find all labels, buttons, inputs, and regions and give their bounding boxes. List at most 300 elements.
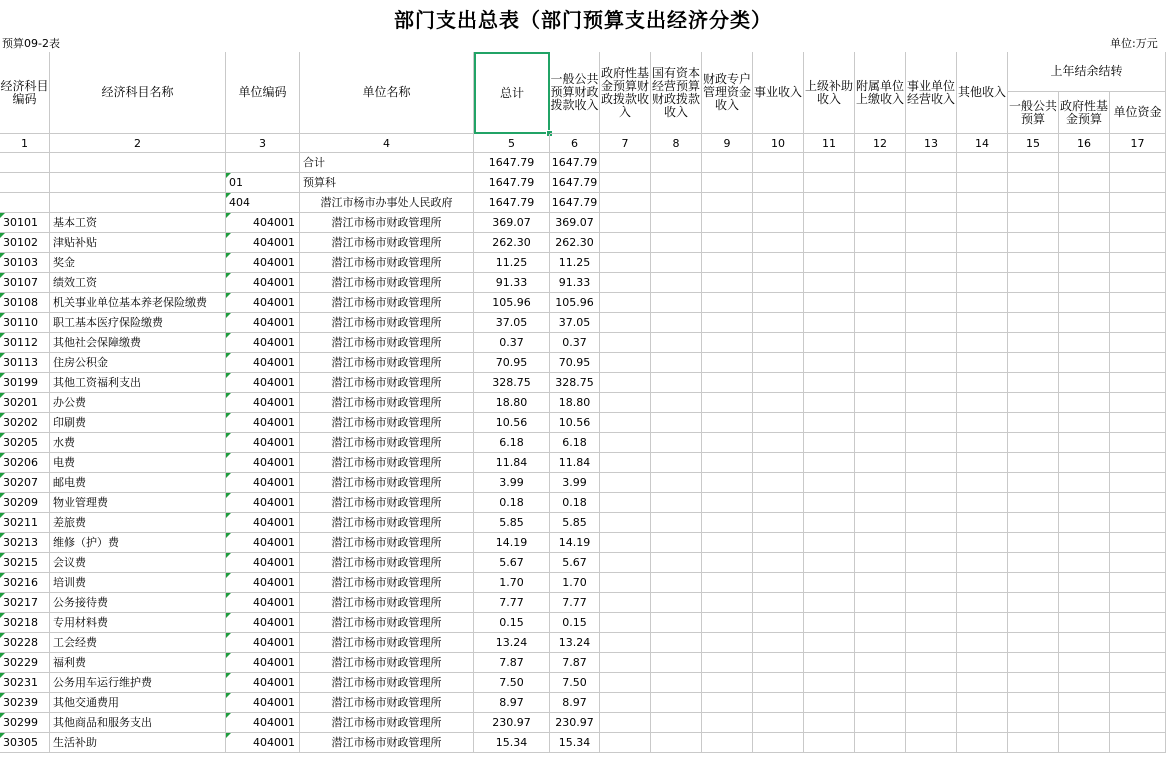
cell-empty-col16[interactable] [1059,433,1110,453]
cell-empty-col13[interactable] [906,593,957,613]
cell-empty-col17[interactable] [1110,553,1166,573]
cell-empty-col13[interactable] [906,333,957,353]
cell-general-budget[interactable]: 0.37 [550,333,600,353]
cell-empty-col17[interactable] [1110,413,1166,433]
cell-code[interactable]: 30231 [0,673,50,693]
cell-empty-col16[interactable] [1059,613,1110,633]
cell-empty-col16[interactable] [1059,153,1110,173]
cell-empty-col8[interactable] [651,473,702,493]
cell-empty-col11[interactable] [804,673,855,693]
cell-empty-col8[interactable] [651,653,702,673]
cell-empty-col9[interactable] [702,533,753,553]
cell-empty-col16[interactable] [1059,513,1110,533]
header-c1[interactable]: 经济科目编码 [0,52,50,134]
cell-empty-col16[interactable] [1059,593,1110,613]
cell-empty-col8[interactable] [651,293,702,313]
cell-empty-col10[interactable] [753,393,804,413]
cell-empty-col9[interactable] [702,433,753,453]
cell-unit-code[interactable]: 404001 [226,653,300,673]
cell-empty-col10[interactable] [753,293,804,313]
cell-empty-col11[interactable] [804,693,855,713]
cell-unit-code[interactable]: 404001 [226,673,300,693]
cell-empty-col10[interactable] [753,553,804,573]
cell-empty-col16[interactable] [1059,233,1110,253]
cell-empty-col16[interactable] [1059,253,1110,273]
cell-empty-col16[interactable] [1059,493,1110,513]
cell-unit-code[interactable]: 404001 [226,433,300,453]
cell-empty-col14[interactable] [957,433,1008,453]
cell-empty-col13[interactable] [906,633,957,653]
cell-empty-col15[interactable] [1008,573,1059,593]
cell-total[interactable]: 5.67 [474,553,550,573]
cell-empty-col16[interactable] [1059,393,1110,413]
cell-empty-col8[interactable] [651,373,702,393]
cell-total[interactable]: 0.37 [474,333,550,353]
cell-empty-col7[interactable] [600,233,651,253]
cell-empty-col8[interactable] [651,433,702,453]
cell-empty-col14[interactable] [957,373,1008,393]
header-c12[interactable]: 附属单位上缴收入 [855,52,906,134]
cell-code[interactable]: 30110 [0,313,50,333]
cell-unit-code[interactable] [226,153,300,173]
cell-empty-col15[interactable] [1008,233,1059,253]
cell-empty-col17[interactable] [1110,293,1166,313]
cell-empty-col16[interactable] [1059,353,1110,373]
cell-empty-col16[interactable] [1059,573,1110,593]
cell-empty-col12[interactable] [855,453,906,473]
cell-empty-col15[interactable] [1008,213,1059,233]
cell-empty-col11[interactable] [804,533,855,553]
cell-code[interactable]: 30108 [0,293,50,313]
cell-item-name[interactable]: 公务接待费 [50,593,226,613]
header-c4[interactable]: 单位名称 [300,52,474,134]
cell-unit-code[interactable]: 404001 [226,513,300,533]
cell-empty-col8[interactable] [651,733,702,753]
cell-general-budget[interactable]: 262.30 [550,233,600,253]
cell-empty-col15[interactable] [1008,673,1059,693]
cell-empty-col9[interactable] [702,673,753,693]
cell-empty-col14[interactable] [957,533,1008,553]
cell-empty-col13[interactable] [906,713,957,733]
cell-empty-col10[interactable] [753,533,804,553]
cell-empty-col12[interactable] [855,653,906,673]
cell-empty-col15[interactable] [1008,433,1059,453]
cell-unit-code[interactable]: 404001 [226,413,300,433]
cell-empty-col16[interactable] [1059,733,1110,753]
cell-general-budget[interactable]: 1647.79 [550,173,600,193]
cell-empty-col12[interactable] [855,553,906,573]
cell-empty-col15[interactable] [1008,653,1059,673]
cell-total[interactable]: 70.95 [474,353,550,373]
cell-empty-col10[interactable] [753,173,804,193]
cell-empty-col7[interactable] [600,193,651,213]
cell-empty-col15[interactable] [1008,513,1059,533]
cell-total[interactable]: 0.18 [474,493,550,513]
cell-code[interactable]: 30205 [0,433,50,453]
cell-unit-code[interactable]: 404001 [226,693,300,713]
cell-unit-name[interactable]: 潜江市杨市财政管理所 [300,513,474,533]
cell-empty-col11[interactable] [804,473,855,493]
cell-total[interactable]: 230.97 [474,713,550,733]
cell-code[interactable]: 30239 [0,693,50,713]
cell-empty-col7[interactable] [600,293,651,313]
cell-code[interactable]: 30102 [0,233,50,253]
cell-total[interactable]: 15.34 [474,733,550,753]
cell-general-budget[interactable]: 328.75 [550,373,600,393]
cell-empty-col14[interactable] [957,673,1008,693]
cell-empty-col12[interactable] [855,373,906,393]
cell-empty-col13[interactable] [906,553,957,573]
cell-unit-code[interactable]: 404001 [226,553,300,573]
cell-empty-col9[interactable] [702,693,753,713]
cell-empty-col12[interactable] [855,313,906,333]
cell-empty-col12[interactable] [855,513,906,533]
cell-empty-col10[interactable] [753,353,804,373]
cell-empty-col10[interactable] [753,153,804,173]
cell-empty-col13[interactable] [906,613,957,633]
cell-code[interactable]: 30202 [0,413,50,433]
cell-empty-col15[interactable] [1008,413,1059,433]
cell-item-name[interactable] [50,173,226,193]
cell-empty-col12[interactable] [855,733,906,753]
cell-empty-col12[interactable] [855,493,906,513]
cell-empty-col15[interactable] [1008,453,1059,473]
column-number-12[interactable]: 12 [855,134,906,153]
column-number-8[interactable]: 8 [651,134,702,153]
cell-empty-col9[interactable] [702,353,753,373]
cell-total[interactable]: 18.80 [474,393,550,413]
cell-empty-col7[interactable] [600,733,651,753]
cell-empty-col17[interactable] [1110,453,1166,473]
cell-empty-col15[interactable] [1008,553,1059,573]
cell-item-name[interactable]: 绩效工资 [50,273,226,293]
cell-empty-col7[interactable] [600,553,651,573]
cell-empty-col17[interactable] [1110,313,1166,333]
cell-empty-col8[interactable] [651,313,702,333]
cell-empty-col9[interactable] [702,173,753,193]
cell-empty-col10[interactable] [753,473,804,493]
cell-total[interactable]: 37.05 [474,313,550,333]
cell-empty-col13[interactable] [906,693,957,713]
cell-unit-name[interactable]: 潜江市杨市财政管理所 [300,213,474,233]
cell-empty-col14[interactable] [957,213,1008,233]
cell-empty-col8[interactable] [651,453,702,473]
cell-item-name[interactable] [50,193,226,213]
cell-empty-col15[interactable] [1008,333,1059,353]
cell-unit-name[interactable]: 潜江市杨市财政管理所 [300,733,474,753]
cell-empty-col13[interactable] [906,393,957,413]
header-c14[interactable]: 其他收入 [957,52,1008,134]
cell-item-name[interactable]: 邮电费 [50,473,226,493]
cell-empty-col8[interactable] [651,413,702,433]
cell-code[interactable]: 30101 [0,213,50,233]
cell-empty-col12[interactable] [855,713,906,733]
cell-empty-col9[interactable] [702,153,753,173]
cell-empty-col13[interactable] [906,313,957,333]
cell-unit-name[interactable]: 潜江市杨市财政管理所 [300,353,474,373]
cell-unit-code[interactable]: 404001 [226,593,300,613]
cell-empty-col16[interactable] [1059,453,1110,473]
cell-unit-name[interactable]: 潜江市杨市财政管理所 [300,613,474,633]
cell-code[interactable] [0,173,50,193]
cell-empty-col16[interactable] [1059,173,1110,193]
cell-unit-name[interactable]: 潜江市杨市财政管理所 [300,693,474,713]
header-c10[interactable]: 事业收入 [753,52,804,134]
cell-empty-col11[interactable] [804,553,855,573]
cell-empty-col10[interactable] [753,253,804,273]
cell-empty-col8[interactable] [651,593,702,613]
cell-empty-col7[interactable] [600,353,651,373]
cell-unit-name[interactable]: 潜江市杨市财政管理所 [300,473,474,493]
cell-unit-name[interactable]: 潜江市杨市财政管理所 [300,493,474,513]
cell-empty-col11[interactable] [804,353,855,373]
cell-total[interactable]: 91.33 [474,273,550,293]
cell-empty-col9[interactable] [702,733,753,753]
column-number-4[interactable]: 4 [300,134,474,153]
cell-total[interactable]: 0.15 [474,613,550,633]
cell-total[interactable]: 10.56 [474,413,550,433]
cell-empty-col17[interactable] [1110,173,1166,193]
column-number-3[interactable]: 3 [226,134,300,153]
cell-empty-col16[interactable] [1059,533,1110,553]
cell-item-name[interactable]: 其他社会保障缴费 [50,333,226,353]
cell-unit-name[interactable]: 潜江市杨市财政管理所 [300,573,474,593]
cell-empty-col7[interactable] [600,373,651,393]
cell-unit-code[interactable]: 404 [226,193,300,213]
cell-item-name[interactable]: 职工基本医疗保险缴费 [50,313,226,333]
cell-empty-col14[interactable] [957,393,1008,413]
cell-empty-col14[interactable] [957,333,1008,353]
cell-empty-col17[interactable] [1110,633,1166,653]
cell-empty-col7[interactable] [600,613,651,633]
cell-unit-name[interactable]: 潜江市杨市财政管理所 [300,373,474,393]
cell-code[interactable]: 30107 [0,273,50,293]
cell-empty-col15[interactable] [1008,693,1059,713]
cell-empty-col14[interactable] [957,413,1008,433]
cell-empty-col10[interactable] [753,273,804,293]
header-c11[interactable]: 上级补助收入 [804,52,855,134]
cell-empty-col11[interactable] [804,433,855,453]
cell-code[interactable]: 30228 [0,633,50,653]
cell-total[interactable]: 11.84 [474,453,550,473]
cell-item-name[interactable] [50,153,226,173]
cell-item-name[interactable]: 其他商品和服务支出 [50,713,226,733]
cell-item-name[interactable]: 维修（护）费 [50,533,226,553]
cell-empty-col16[interactable] [1059,673,1110,693]
cell-empty-col8[interactable] [651,713,702,733]
cell-empty-col11[interactable] [804,233,855,253]
cell-empty-col16[interactable] [1059,313,1110,333]
cell-empty-col8[interactable] [651,153,702,173]
cell-general-budget[interactable]: 37.05 [550,313,600,333]
column-number-11[interactable]: 11 [804,134,855,153]
cell-empty-col15[interactable] [1008,593,1059,613]
cell-general-budget[interactable]: 11.84 [550,453,600,473]
cell-empty-col8[interactable] [651,193,702,213]
cell-empty-col15[interactable] [1008,493,1059,513]
cell-general-budget[interactable]: 70.95 [550,353,600,373]
cell-total[interactable]: 1647.79 [474,173,550,193]
cell-code[interactable]: 30213 [0,533,50,553]
cell-empty-col9[interactable] [702,453,753,473]
cell-general-budget[interactable]: 5.85 [550,513,600,533]
cell-empty-col15[interactable] [1008,533,1059,553]
cell-unit-code[interactable]: 404001 [226,393,300,413]
cell-empty-col16[interactable] [1059,473,1110,493]
cell-empty-col13[interactable] [906,433,957,453]
cell-empty-col11[interactable] [804,253,855,273]
cell-item-name[interactable]: 津贴补贴 [50,233,226,253]
cell-empty-col17[interactable] [1110,373,1166,393]
cell-unit-name[interactable]: 潜江市杨市财政管理所 [300,553,474,573]
cell-item-name[interactable]: 其他工资福利支出 [50,373,226,393]
cell-empty-col15[interactable] [1008,613,1059,633]
cell-item-name[interactable]: 基本工资 [50,213,226,233]
cell-empty-col8[interactable] [651,333,702,353]
cell-code[interactable]: 30215 [0,553,50,573]
cell-empty-col8[interactable] [651,533,702,553]
cell-empty-col9[interactable] [702,193,753,213]
cell-empty-col13[interactable] [906,293,957,313]
cell-item-name[interactable]: 水费 [50,433,226,453]
sheet-title[interactable]: 部门支出总表（部门预算支出经济分类） [394,7,772,32]
cell-empty-col13[interactable] [906,353,957,373]
cell-empty-col12[interactable] [855,233,906,253]
cell-empty-col13[interactable] [906,153,957,173]
cell-empty-col10[interactable] [753,493,804,513]
cell-empty-col16[interactable] [1059,713,1110,733]
cell-empty-col10[interactable] [753,513,804,533]
cell-empty-col12[interactable] [855,213,906,233]
cell-empty-col13[interactable] [906,653,957,673]
column-number-1[interactable]: 1 [0,134,50,153]
header-c8[interactable]: 国有资本经营预算财政拨款收入 [651,52,702,134]
cell-empty-col15[interactable] [1008,273,1059,293]
cell-empty-col15[interactable] [1008,733,1059,753]
cell-item-name[interactable]: 福利费 [50,653,226,673]
cell-code[interactable]: 30209 [0,493,50,513]
cell-empty-col11[interactable] [804,273,855,293]
cell-empty-col16[interactable] [1059,333,1110,353]
cell-empty-col15[interactable] [1008,393,1059,413]
cell-empty-col7[interactable] [600,653,651,673]
cell-total[interactable]: 1647.79 [474,153,550,173]
cell-empty-col7[interactable] [600,273,651,293]
cell-empty-col16[interactable] [1059,693,1110,713]
cell-general-budget[interactable]: 0.15 [550,613,600,633]
cell-empty-col7[interactable] [600,453,651,473]
cell-total[interactable]: 1647.79 [474,193,550,213]
header-c9[interactable]: 财政专户管理资金收入 [702,52,753,134]
cell-empty-col11[interactable] [804,713,855,733]
cell-empty-col8[interactable] [651,173,702,193]
cell-item-name[interactable]: 公务用车运行维护费 [50,673,226,693]
cell-empty-col12[interactable] [855,673,906,693]
cell-empty-col10[interactable] [753,413,804,433]
cell-empty-col9[interactable] [702,593,753,613]
cell-empty-col11[interactable] [804,213,855,233]
header-c15[interactable]: 一般公共预算 [1008,92,1059,134]
cell-empty-col7[interactable] [600,713,651,733]
cell-unit-code[interactable]: 404001 [226,613,300,633]
cell-empty-col8[interactable] [651,493,702,513]
cell-item-name[interactable]: 印刷费 [50,413,226,433]
cell-unit-name[interactable]: 预算科 [300,173,474,193]
cell-empty-col9[interactable] [702,573,753,593]
cell-empty-col11[interactable] [804,373,855,393]
cell-empty-col14[interactable] [957,193,1008,213]
cell-empty-col11[interactable] [804,573,855,593]
cell-empty-col10[interactable] [753,733,804,753]
cell-empty-col8[interactable] [651,613,702,633]
cell-empty-col16[interactable] [1059,413,1110,433]
cell-empty-col12[interactable] [855,613,906,633]
cell-empty-col14[interactable] [957,473,1008,493]
cell-total[interactable]: 7.77 [474,593,550,613]
cell-item-name[interactable]: 住房公积金 [50,353,226,373]
cell-empty-col17[interactable] [1110,353,1166,373]
cell-general-budget[interactable]: 105.96 [550,293,600,313]
cell-empty-col14[interactable] [957,353,1008,373]
cell-empty-col7[interactable] [600,513,651,533]
cell-empty-col11[interactable] [804,393,855,413]
cell-general-budget[interactable]: 7.50 [550,673,600,693]
cell-empty-col11[interactable] [804,293,855,313]
cell-total[interactable]: 14.19 [474,533,550,553]
cell-empty-col15[interactable] [1008,153,1059,173]
cell-unit-name[interactable]: 潜江市杨市财政管理所 [300,593,474,613]
cell-total[interactable]: 3.99 [474,473,550,493]
cell-empty-col17[interactable] [1110,693,1166,713]
cell-empty-col17[interactable] [1110,433,1166,453]
cell-empty-col10[interactable] [753,693,804,713]
cell-empty-col14[interactable] [957,513,1008,533]
cell-unit-name[interactable]: 潜江市杨市财政管理所 [300,633,474,653]
cell-empty-col12[interactable] [855,533,906,553]
cell-unit-name[interactable]: 潜江市杨市财政管理所 [300,273,474,293]
cell-total[interactable]: 6.18 [474,433,550,453]
cell-empty-col12[interactable] [855,693,906,713]
cell-empty-col14[interactable] [957,233,1008,253]
cell-empty-col7[interactable] [600,473,651,493]
cell-empty-col11[interactable] [804,193,855,213]
column-number-15[interactable]: 15 [1008,134,1059,153]
cell-empty-col11[interactable] [804,633,855,653]
cell-general-budget[interactable]: 230.97 [550,713,600,733]
cell-code[interactable]: 30305 [0,733,50,753]
cell-unit-code[interactable]: 404001 [226,373,300,393]
header-c3[interactable]: 单位编码 [226,52,300,134]
cell-empty-col8[interactable] [651,213,702,233]
cell-empty-col13[interactable] [906,453,957,473]
cell-total[interactable]: 105.96 [474,293,550,313]
cell-empty-col8[interactable] [651,253,702,273]
cell-unit-name[interactable]: 潜江市杨市财政管理所 [300,453,474,473]
cell-empty-col17[interactable] [1110,533,1166,553]
cell-empty-col13[interactable] [906,273,957,293]
cell-empty-col12[interactable] [855,593,906,613]
cell-empty-col17[interactable] [1110,253,1166,273]
cell-general-budget[interactable]: 91.33 [550,273,600,293]
header-c5[interactable]: 总计 [474,52,550,134]
cell-empty-col14[interactable] [957,273,1008,293]
cell-empty-col12[interactable] [855,473,906,493]
cell-item-name[interactable]: 专用材料费 [50,613,226,633]
cell-item-name[interactable]: 其他交通费用 [50,693,226,713]
cell-empty-col14[interactable] [957,453,1008,473]
cell-item-name[interactable]: 电费 [50,453,226,473]
cell-unit-code[interactable]: 404001 [226,533,300,553]
